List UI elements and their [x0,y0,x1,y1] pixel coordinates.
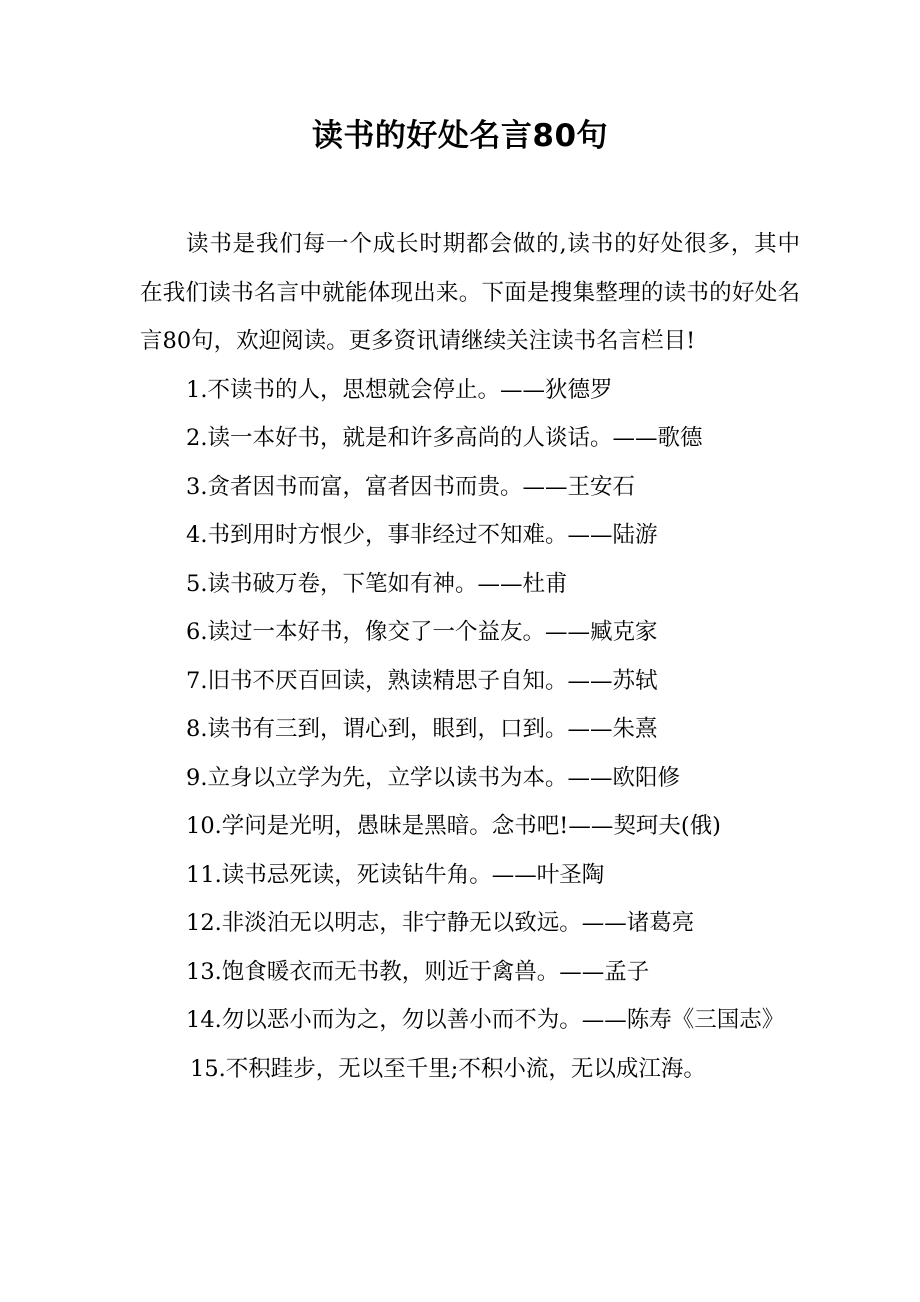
quote-item: 9.立身以立学为先，立学以读书为本。——欧阳修 [186,764,680,791]
document-body [140,220,800,1093]
quote-item: 3.贪者因书而富，富者因书而贵。——王安石 [186,473,635,500]
intro-paragraph: 读书是我们每一个成长时期都会做的,读书的好处很多，其中在我们读书名言中就能体现出来。下面是搜集整理的读书的好处名言80句，欢迎阅读。更多资讯请继续关注读书名言栏目! [140,231,800,354]
quote-item: 11.读书忌死读，死读钻牛角。——叶圣陶 [186,861,605,888]
quote-item: 1.不读书的人，思想就会停止。——狄德罗 [186,376,613,403]
quote-item: 13.饱食暖衣而无书教，则近于禽兽。——孟子 [186,958,650,985]
quote-item: 14.勿以恶小而为之，勿以善小而不为。——陈寿《三国志》 [186,1007,785,1033]
quote-item: 6.读过一本好书，像交了一个益友。——臧克家 [186,619,658,645]
document-title: 读书的好处名言80句 [311,118,609,154]
quote-item: 2.读一本好书，就是和许多高尚的人谈话。——歌德 [186,425,703,451]
quote-item: 12.非淡泊无以明志，非宁静无以致远。——诸葛亮 [186,910,695,936]
quote-item: 7.旧书不厌百回读，熟读精思子自知。——苏轼 [186,667,658,694]
quote-item: 4.书到用时方恨少，事非经过不知难。——陆游 [186,522,658,548]
quote-item: 15.不积跬步，无以至千里;不积小流，无以成江海。 [190,1055,706,1082]
quote-item: 5.读书破万卷，下笔如有神。——杜甫 [186,570,568,597]
quote-item: 10.学问是光明，愚昧是黑暗。念书吧!——契珂夫(俄) [186,813,721,839]
quote-item: 8.读书有三到，谓心到，眼到，口到。——朱熹 [186,716,658,742]
